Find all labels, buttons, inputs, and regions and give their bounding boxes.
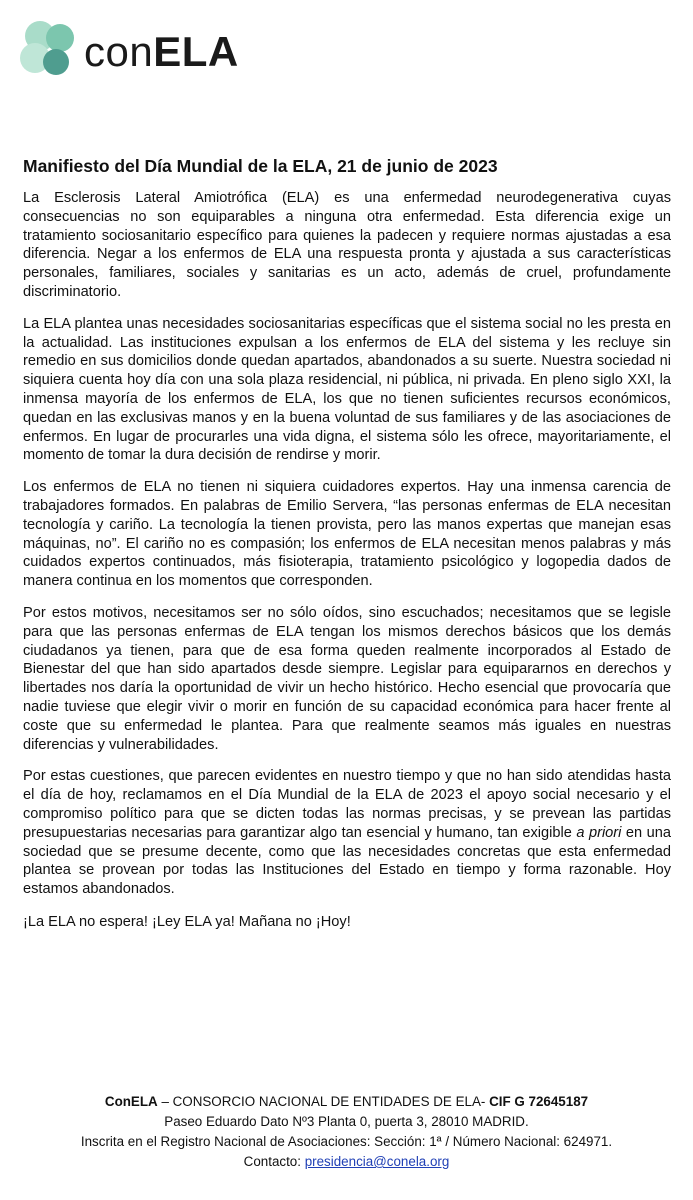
clover-icon	[10, 14, 98, 86]
closing-slogan: ¡La ELA no espera! ¡Ley ELA ya! Mañana no ¡Hoy!	[23, 913, 351, 930]
paragraph-2: La ELA plantea unas necesidades sociosanitarias específicas que el sistema social no les presta en la actualidad. Las instituciones expulsan a los enfermos de ELA del sistema y les recluye sin remedio en sus domicilios donde quedan apartados, abandonados a su suerte. Nuestra sociedad ni siquiera cuenta hoy día con una sola plaza residencial, ni pública, ni privada. En pleno siglo XXI, la inmensa mayoría de los enfermos de ELA, los que no tienen suficientes recursos económicos, quedan en las exclusivas manos y en la buena voluntad de sus familiares y de las asociaciones de enfermos. En lugar de procurarles una vida digna, el sistema sólo les ofrece, mayoritariamente, el momento de tomar la dura decisión de rendirse y morir.	[23, 315, 671, 464]
footer-registry: Inscrita en el Registro Nacional de Asociaciones: Sección: 1ª / Número Nacional: 624971.	[80, 1134, 613, 1149]
paragraph-1: La Esclerosis Lateral Amiotrófica (ELA) es una enfermedad neurodegenerativa cuyas consecuencias no son equiparables a ninguna otra enfermedad. Esta diferencia exige un tratamiento sociosanitario específico para quienes la padecen y requiere normas ajustadas a esa diferencia. Negar a los enfermos de ELA una respuesta pronta y ajustada a sus características personales, familiares, sociales y sanitarias es un acto, además de cruel, profundamente discriminatorio.	[23, 190, 671, 300]
brand-name: conELA	[84, 28, 239, 75]
footer-address: Paseo Eduardo Dato Nº3 Planta 0, puerta 3, 28010 MADRID.	[164, 1114, 529, 1129]
paragraph-4: Por estos motivos, necesitamos ser no sólo oídos, sino escuchados; necesitamos que se legisle para que las personas enfermas de ELA tengan los mismos derechos básicos que los demás ciudadanos ya tienen, para que de esa forma queden realmente incorporados al Estado de Bienestar del que han sido apartados desde siempre. Legislar para equipararnos en derechos y libertades nos daría la oportunidad de vivir un hecho histórico. Hecho esencial que provocaría que nadie tuviese que elegir vivir o morir en función de su capacidad económica para hacer frente al coste que su enfermedad le plantea. Para que realmente seamos más iguales en nuestras diferencias y vulnerabilidades.	[23, 604, 671, 753]
conela-logo	[10, 14, 239, 86]
footer-org-line: ConELA – CONSORCIO NACIONAL DE ENTIDADES DE ELA- CIF G 72645187	[104, 1094, 589, 1109]
footer-contact: Contacto: presidencia@conela.org	[243, 1154, 450, 1169]
contact-email-link[interactable]: presidencia@conela.org	[304, 1154, 450, 1169]
page-title: Manifiesto del Día Mundial de la ELA, 21 de junio de 2023	[23, 156, 498, 176]
manifesto-document	[23, 155, 671, 932]
paragraph-5: Por estas cuestiones, que parecen evidentes en nuestro tiempo y que no han sido atendidas hasta el día de hoy, reclamamos en el Día Mundial de la ELA de 2023 el apoyo social necesario y el compromiso político para que se dicten todas las normas precisas, y se prevean las partidas presupuestarias necesarias para garantizar algo tan esencial y humano, tan exigible a priori en una sociedad que se presume decente, como que las necesidades concretas que esta enfermedad plantea se provean por todas las Instituciones del Estado en tiempo y forma razonable. Hoy estamos abandonados.	[23, 768, 671, 898]
paragraph-3: Los enfermos de ELA no tienen ni siquiera cuidadores expertos. Hay una inmensa carencia de trabajadores formados. En palabras de Emilio Servera, “las personas enfermas de ELA necesitan tecnología y cariño. La tecnología la tienen provista, pero las manos expertas que manejan esas máquinas, no”. El cariño no es compasión; los enfermos de ELA necesitan menos palabras y más cuidados expertos continuados, más fisioterapia, tratamiento psicológico y logopedia dados de manera continua en los momentos que corresponden.	[23, 479, 671, 590]
footer	[0, 1092, 693, 1172]
